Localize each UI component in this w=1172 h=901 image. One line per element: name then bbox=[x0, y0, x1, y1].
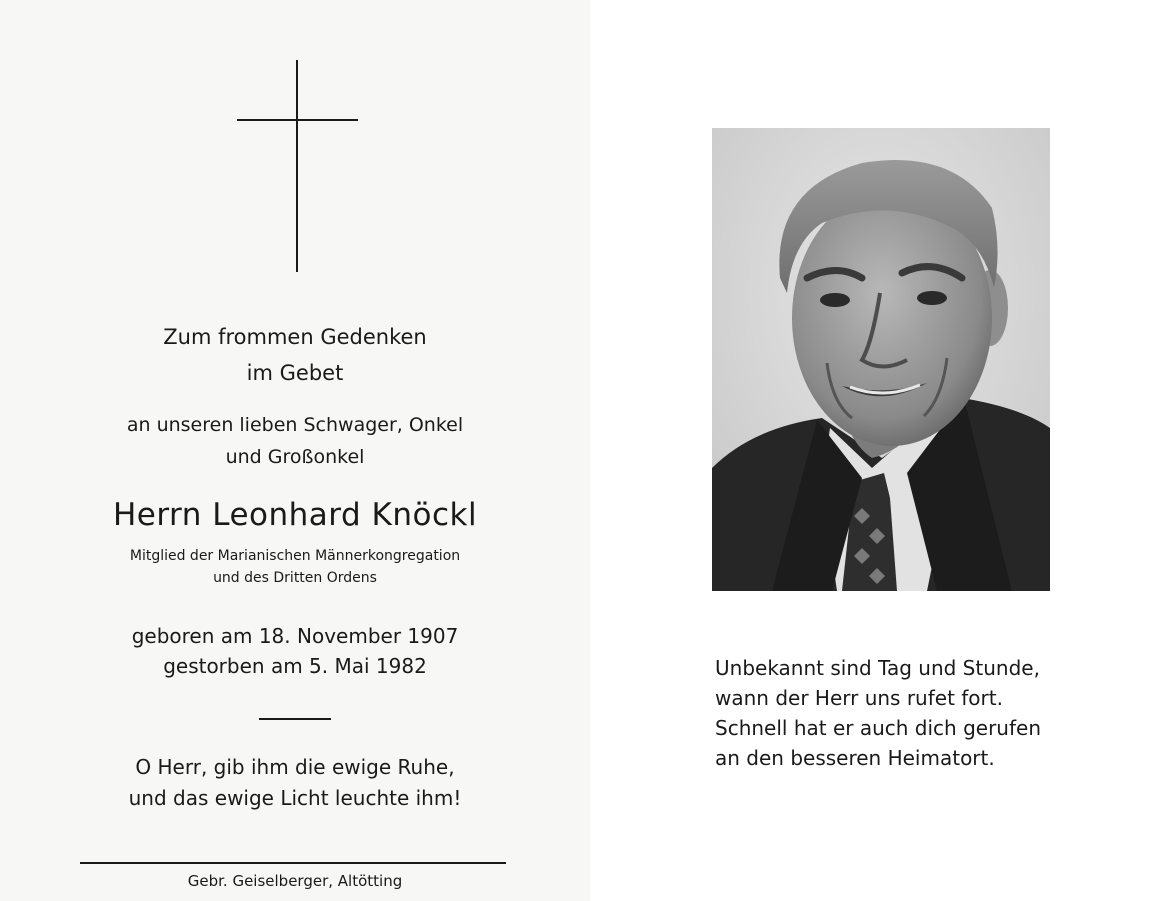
membership-line-2: und des Dritten Ordens bbox=[213, 570, 377, 586]
cross-horizontal-bar bbox=[237, 119, 358, 121]
divider-short bbox=[259, 718, 331, 720]
verse-line-1: Unbekannt sind Tag und Stunde, bbox=[715, 656, 1040, 680]
verse-line-2: wann der Herr uns rufet fort. bbox=[715, 686, 1003, 710]
intro-line-1: Zum frommen Gedenken bbox=[163, 325, 427, 349]
membership-line-1: Mitglied der Marianischen Männerkongregation bbox=[129, 548, 461, 564]
divider-long bbox=[80, 862, 506, 864]
death-date: gestorben am 5. Mai 1982 bbox=[163, 654, 427, 678]
printer-credit: Gebr. Geiselberger, Altötting bbox=[187, 872, 403, 890]
verse-line-3: Schnell hat er auch dich gerufen bbox=[715, 716, 1041, 740]
deceased-name: Herrn Leonhard Knöckl bbox=[112, 497, 478, 533]
portrait-photo bbox=[712, 128, 1050, 591]
intro-line-2: im Gebet bbox=[246, 361, 344, 385]
relation-line-1: an unseren lieben Schwager, Onkel bbox=[126, 414, 464, 436]
prayer-line-2: und das ewige Licht leuchte ihm! bbox=[128, 786, 462, 810]
cross-vertical-bar bbox=[296, 60, 298, 272]
prayer-line-1: O Herr, gib ihm die ewige Ruhe, bbox=[135, 755, 455, 779]
verse-line-4: an den besseren Heimatort. bbox=[715, 746, 995, 770]
birth-date: geboren am 18. November 1907 bbox=[131, 624, 459, 648]
relation-line-2: und Großonkel bbox=[225, 446, 365, 468]
